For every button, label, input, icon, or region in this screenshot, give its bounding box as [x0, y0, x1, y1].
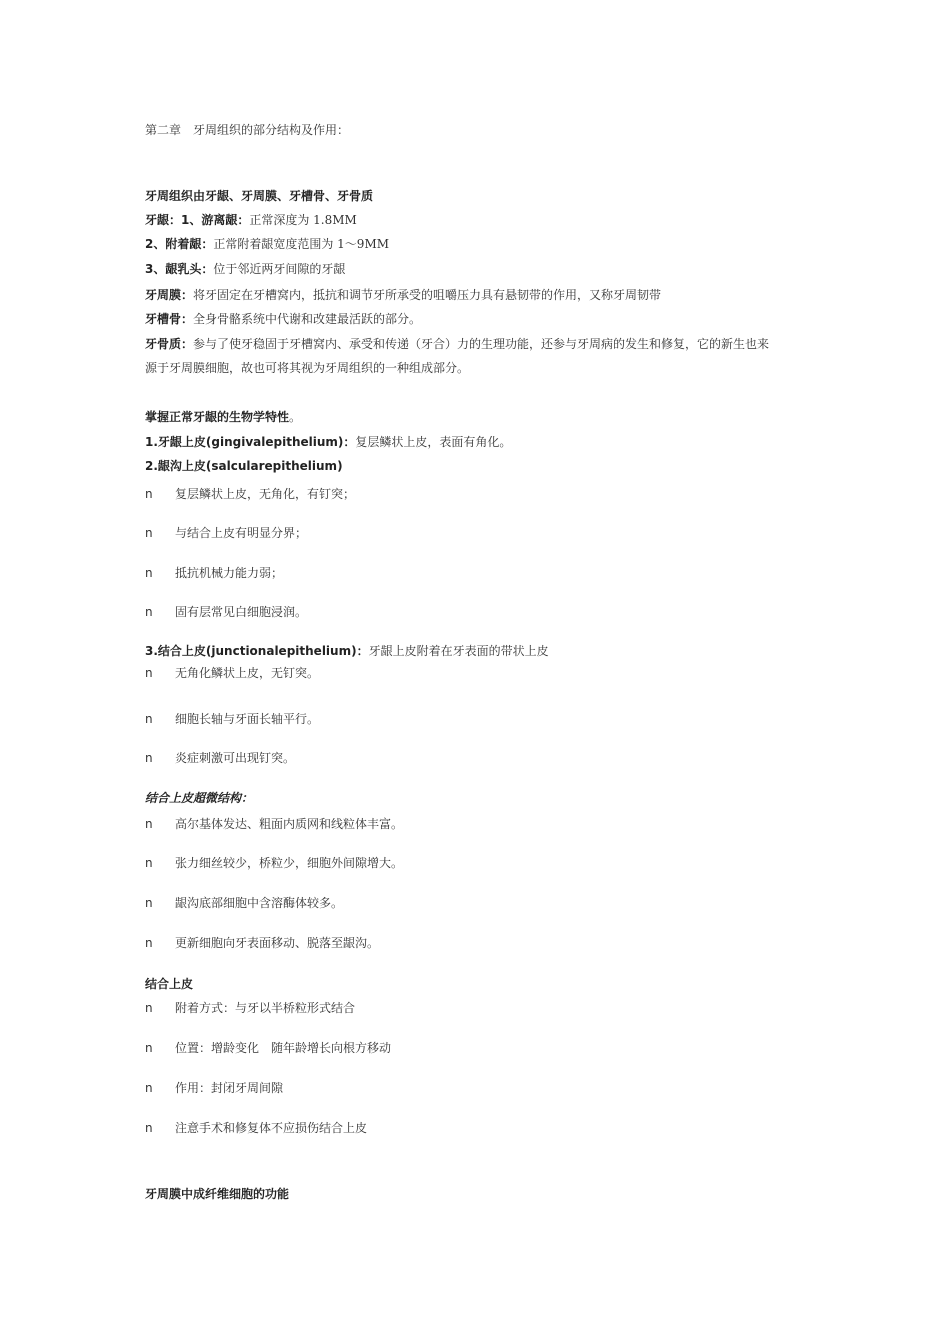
bullet-marker: n	[145, 936, 153, 950]
list-item: n 炎症刺激可出现钉突。	[145, 751, 296, 765]
bullet-marker: n	[145, 605, 153, 619]
cementum-text-2: 源于牙周膜细胞，故也可将其视为牙周组织的一种组成部分。	[145, 361, 470, 375]
item3-text: 牙龈上皮附着在牙表面的带状上皮	[368, 644, 549, 658]
section4-heading: 结合上皮	[145, 977, 194, 991]
bullet-marker: n	[145, 856, 153, 870]
gingiva-line	[145, 212, 357, 228]
bullet-marker: n	[145, 751, 153, 765]
bullet-marker: n	[145, 566, 153, 580]
list-item: n 更新细胞向牙表面移动、脱落至龈沟。	[145, 936, 380, 950]
sulcular-epithelium-heading: 2.龈沟上皮(salcularepithelium)	[145, 459, 343, 473]
bone-line	[145, 311, 421, 327]
section2-heading: 掌握正常牙龈的生物学特性。	[145, 410, 302, 424]
list-item: n 抵抗机械力能力弱；	[145, 566, 284, 580]
list-item: n 注意手术和修复体不应损伤结合上皮	[145, 1121, 368, 1135]
attached-label: 2、附着龈：	[145, 237, 214, 251]
bone-text: 全身骨骼系统中代谢和改建最活跃的部分。	[193, 312, 422, 326]
bullet-marker: n	[145, 1121, 153, 1135]
papilla-text: 位于邻近两牙间隙的牙龈	[213, 262, 346, 276]
papilla-line	[145, 261, 345, 277]
bullet-marker: n	[145, 712, 153, 726]
bullet-marker: n	[145, 666, 153, 680]
gingiva-text: 正常深度为 1.8MM	[249, 213, 357, 227]
cementum-text-1: 参与了使牙稳固于牙槽窝内、承受和传递（牙合）力的生理功能，还参与牙周病的发生和修复，它的新生也来	[193, 337, 770, 351]
bone-label: 牙槽骨：	[145, 312, 194, 326]
list-item: n 与结合上皮有明显分界；	[145, 526, 308, 540]
attached-gingiva-line	[145, 236, 389, 252]
list-item: n 附着方式：与牙以半桥粒形式结合	[145, 1001, 356, 1015]
bullet-marker: n	[145, 817, 153, 831]
list-item: n 高尔基体发达、粗面内质网和线粒体丰富。	[145, 817, 404, 831]
list-item: n 张力细丝较少，桥粒少，细胞外间隙增大。	[145, 856, 404, 870]
bullet-marker: n	[145, 896, 153, 910]
cementum-line-2	[145, 360, 469, 376]
list-item: n 龈沟底部细胞中含溶酶体较多。	[145, 896, 344, 910]
pdl-line	[145, 287, 661, 303]
list-item: n 作用：封闭牙周间隙	[145, 1081, 284, 1095]
section3-heading: 结合上皮超微结构：	[145, 791, 254, 805]
cementum-line	[145, 336, 769, 352]
list-item: n 复层鳞状上皮，无角化，有钉突；	[145, 487, 356, 501]
papilla-label: 3、龈乳头：	[145, 262, 214, 276]
pdl-text: 将牙固定在牙槽窝内，抵抗和调节牙所承受的咀嚼压力具有悬韧带的作用，又称牙周韧带	[193, 288, 662, 302]
gingiva-label: 牙龈：1、游离龈：	[145, 213, 250, 227]
list-item: n 无角化鳞状上皮，无钉突。	[145, 666, 320, 680]
pdl-label: 牙周膜：	[145, 288, 194, 302]
attached-text: 正常附着龈宽度范围为 1～9MM	[213, 237, 390, 251]
section1-heading: 牙周组织由牙龈、牙周膜、牙槽骨、牙骨质	[145, 189, 374, 203]
list-item: n 位置：增龄变化 随年龄增长向根方移动	[145, 1041, 392, 1055]
bullet-marker: n	[145, 1041, 153, 1055]
list-item: n 固有层常见白细胞浸润。	[145, 605, 308, 619]
bullet-marker: n	[145, 1081, 153, 1095]
list-item: n 细胞长轴与牙面长轴平行。	[145, 712, 320, 726]
chapter-title: 第二章 牙周组织的部分结构及作用：	[145, 123, 350, 137]
cementum-label: 牙骨质：	[145, 337, 194, 351]
gingival-epithelium-line	[145, 434, 511, 450]
junctional-epithelium-line	[145, 643, 549, 659]
item1-label: 1.牙龈上皮(gingivalepithelium)：	[145, 435, 356, 449]
item3-label: 3.结合上皮(junctionalepithelium)：	[145, 644, 369, 658]
bullet-marker: n	[145, 1001, 153, 1015]
section5-heading: 牙周膜中成纤维细胞的功能	[145, 1187, 290, 1201]
bullet-marker: n	[145, 487, 153, 501]
item1-text: 复层鳞状上皮，表面有角化。	[355, 435, 512, 449]
bullet-marker: n	[145, 526, 153, 540]
